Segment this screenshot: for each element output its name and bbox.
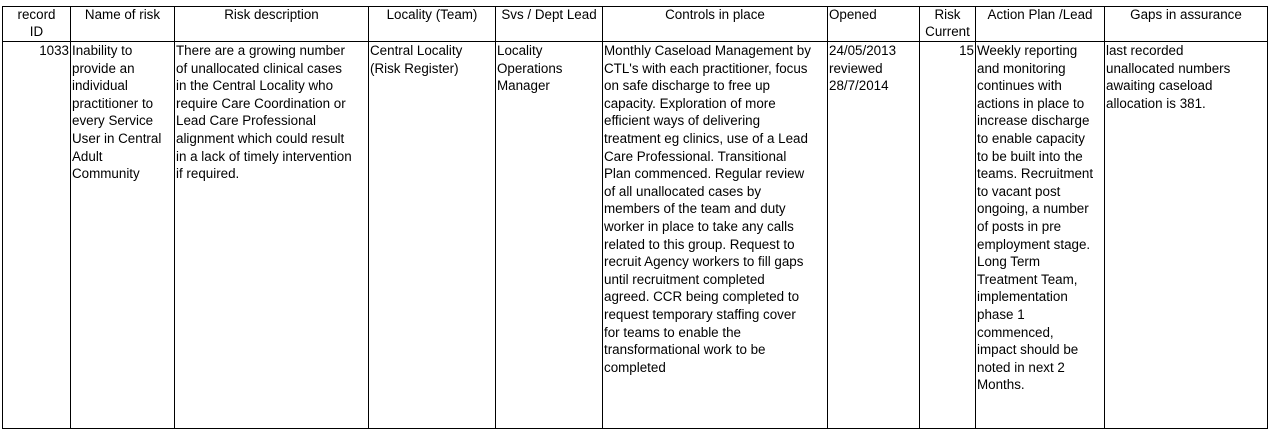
header-locality: Locality (Team) [369,7,496,42]
risk-register-table [2,6,1268,429]
cell-svs-dept-lead: Locality Operations Manager [496,42,603,429]
cell-action-plan: Weekly reporting and monitoring continues with actions in place to increase discharge to enable capacity to be built into the teams. Recruitment to vacant post ongoing, a number of posts in pre employment stage. Long Term Treatment Team, implementation phase 1 commenced, impact should be noted in next 2 Months. [976,42,1105,429]
cell-opened: 24/05/2013 reviewed 28/7/2014 [828,42,920,429]
header-opened: Opened [828,7,920,42]
header-name-of-risk: Name of risk [71,7,175,42]
header-risk-current: Risk Current [920,7,976,42]
header-row [3,7,1268,42]
header-gaps: Gaps in assurance [1105,7,1268,42]
header-svs-dept-lead: Svs / Dept Lead [496,7,603,42]
cell-controls: Monthly Caseload Management by CTL's with each practitioner, focus on safe discharge to free up capacity. Exploration of more efficient ways of delivering treatment eg clinics, use of a Lead Care Professional. Transitional Plan commenced. Regular review of all unallocated cases by members of the team and duty worker in place to take any calls related to this group. Request to recruit Agency workers to fill gaps until recruitment completed agreed. CCR being completed to request temporary staffing cover for teams to enable the transformational work to be completed [603,42,828,429]
cell-locality: Central Locality (Risk Register) [369,42,496,429]
cell-record-id: 1033 [3,42,71,429]
header-risk-description: Risk description [175,7,369,42]
table-row [3,42,1268,429]
cell-risk-current: 15 [920,42,976,429]
header-record-id: record ID [3,7,71,42]
cell-gaps: last recorded unallocated numbers awaiting caseload allocation is 381. [1105,42,1268,429]
header-controls: Controls in place [603,7,828,42]
cell-risk-description: There are a growing number of unallocated clinical cases in the Central Locality who require Care Coordination or Lead Care Professional alignment which could result in a lack of timely intervention if required. [175,42,369,429]
header-action-plan: Action Plan /Lead [976,7,1105,42]
cell-name-of-risk: Inability to provide an individual practitioner to every Service User in Central Adult Community [71,42,175,429]
